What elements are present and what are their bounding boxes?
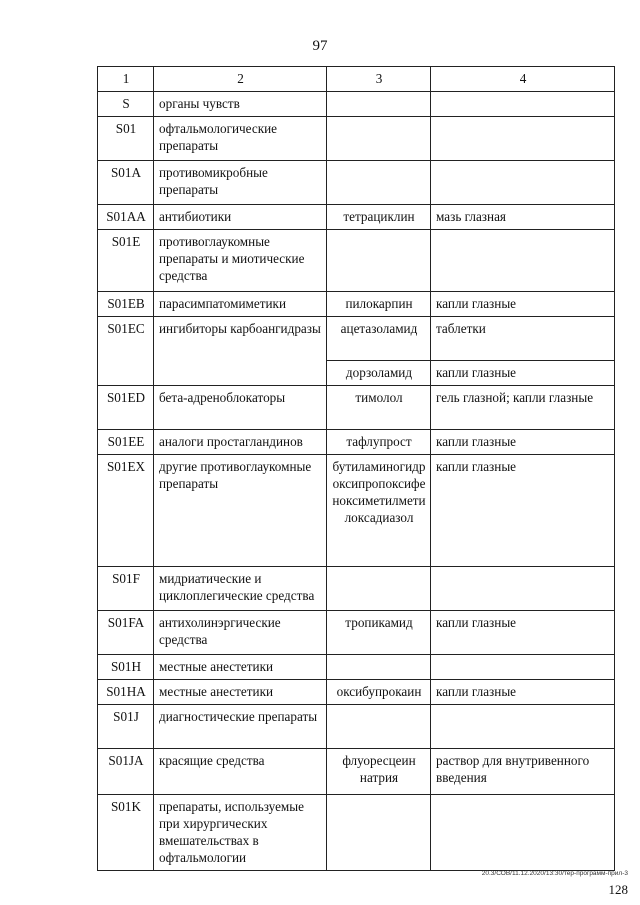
drug-name: оксибупрокаин [327, 680, 431, 705]
table-row [98, 749, 615, 795]
dosage-form [431, 92, 615, 117]
group-name: бета-адреноблокаторы [154, 386, 327, 430]
table-row [98, 230, 615, 292]
dosage-form [431, 117, 615, 161]
atc-code: S01EX [98, 455, 154, 567]
atc-code: S01EC [98, 317, 154, 386]
atc-code: S01AA [98, 205, 154, 230]
atc-code: S01A [98, 161, 154, 205]
atc-code: S01H [98, 655, 154, 680]
page-number-top: 97 [312, 38, 328, 54]
drug-name: бутиламиногидроксипропоксифеноксиметилметилоксадиазол [327, 455, 431, 567]
dosage-form: капли глазные [431, 430, 615, 455]
group-name: красящие средства [154, 749, 327, 795]
table-row [98, 611, 615, 655]
group-name: органы чувств [154, 92, 327, 117]
drug-name [327, 655, 431, 680]
group-name: другие противоглаукомные препараты [154, 455, 327, 567]
dosage-form: капли глазные [431, 361, 615, 386]
table-row [98, 205, 615, 230]
table-row [98, 567, 615, 611]
dosage-form [431, 655, 615, 680]
group-name: диагностические препараты [154, 705, 327, 749]
column-header: 3 [327, 67, 431, 92]
group-name: парасимпатомиметики [154, 292, 327, 317]
atc-code: S01FA [98, 611, 154, 655]
drug-name [327, 567, 431, 611]
dosage-form: капли глазные [431, 680, 615, 705]
table-row [98, 455, 615, 567]
atc-code: S01JA [98, 749, 154, 795]
atc-code: S01 [98, 117, 154, 161]
group-name: препараты, используемые при хирургических вмешательствах в офтальмологии [154, 795, 327, 871]
dosage-form [431, 230, 615, 292]
table-header-row [98, 67, 615, 92]
atc-code: S [98, 92, 154, 117]
atc-code: S01F [98, 567, 154, 611]
page-number-bottom: 128 [608, 882, 628, 897]
atc-code: S01J [98, 705, 154, 749]
dosage-form: гель глазной; капли глазные [431, 386, 615, 430]
document-meta-footer: 20.3/СОВ/11.12.2020/13:30/тер-программ-прил-3 [481, 870, 628, 877]
atc-code: S01E [98, 230, 154, 292]
drug-name: ацетазоламид [327, 317, 431, 361]
table-row [98, 430, 615, 455]
atc-code: S01HA [98, 680, 154, 705]
table-row [98, 292, 615, 317]
group-name: противоглаукомные препараты и миотические средства [154, 230, 327, 292]
drug-name [327, 92, 431, 117]
table-row [98, 317, 615, 361]
drug-name [327, 161, 431, 205]
dosage-form: капли глазные [431, 611, 615, 655]
group-name: аналоги простагландинов [154, 430, 327, 455]
atc-code: S01K [98, 795, 154, 871]
drug-name [327, 795, 431, 871]
drug-name: тетрациклин [327, 205, 431, 230]
group-name: местные анестетики [154, 655, 327, 680]
group-name: антибиотики [154, 205, 327, 230]
group-name: противомикробные препараты [154, 161, 327, 205]
table-row [98, 386, 615, 430]
group-name: ингибиторы карбоангидразы [154, 317, 327, 386]
dosage-form: капли глазные [431, 455, 615, 567]
atc-code: S01ED [98, 386, 154, 430]
group-name: офтальмологические препараты [154, 117, 327, 161]
group-name: местные анестетики [154, 680, 327, 705]
atc-code: S01EE [98, 430, 154, 455]
dosage-form: мазь глазная [431, 205, 615, 230]
table-row [98, 680, 615, 705]
column-header: 1 [98, 67, 154, 92]
drug-name [327, 117, 431, 161]
drug-name: пилокарпин [327, 292, 431, 317]
dosage-form: таблетки [431, 317, 615, 361]
group-name: мидриатические и циклоплегические средства [154, 567, 327, 611]
drug-name: флуоресцеин натрия [327, 749, 431, 795]
drug-classification-table [97, 66, 615, 871]
table-row [98, 705, 615, 749]
group-name: антихолинэргические средства [154, 611, 327, 655]
drug-name [327, 705, 431, 749]
drug-name: тафлупрост [327, 430, 431, 455]
table-row [98, 117, 615, 161]
dosage-form [431, 795, 615, 871]
table-row [98, 92, 615, 117]
table-row [98, 795, 615, 871]
dosage-form: раствор для внутривенного введения [431, 749, 615, 795]
drug-name: тропикамид [327, 611, 431, 655]
drug-name: дорзоламид [327, 361, 431, 386]
drug-name [327, 230, 431, 292]
table-row [98, 655, 615, 680]
drug-name: тимолол [327, 386, 431, 430]
dosage-form [431, 567, 615, 611]
dosage-form [431, 161, 615, 205]
dosage-form [431, 705, 615, 749]
column-header: 2 [154, 67, 327, 92]
dosage-form: капли глазные [431, 292, 615, 317]
column-header: 4 [431, 67, 615, 92]
atc-code: S01EB [98, 292, 154, 317]
table-row [98, 161, 615, 205]
